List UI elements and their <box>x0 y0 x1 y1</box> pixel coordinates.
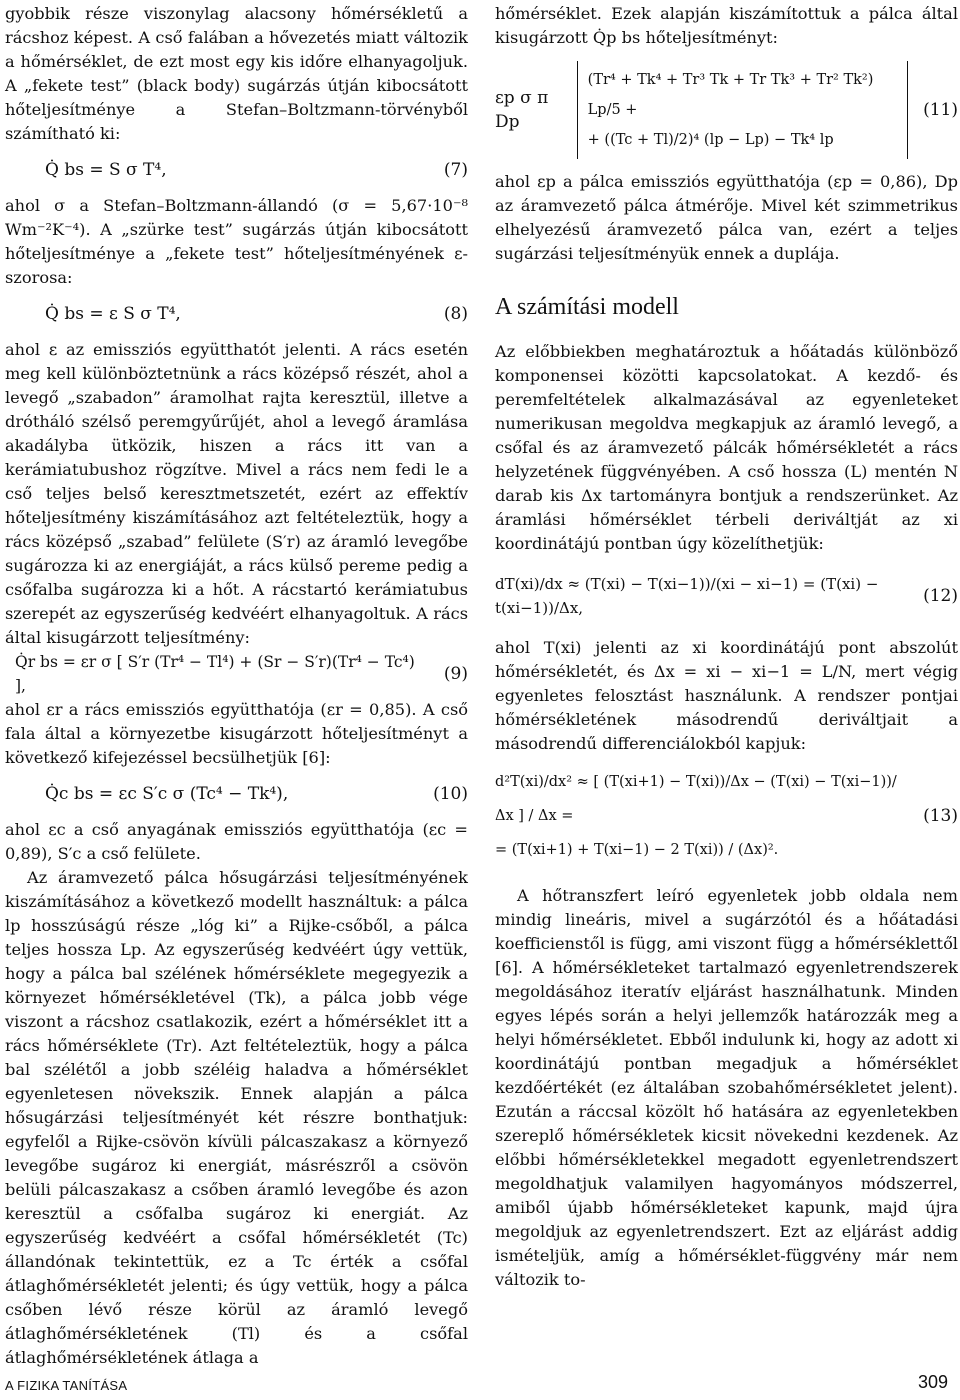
equation-number: (10) <box>433 784 468 804</box>
right-column <box>495 2 958 1292</box>
equation-prefix: εp σ π Dp <box>495 88 549 132</box>
equation-13 <box>495 756 958 876</box>
paragraph: ahol T(xi) jelenti az xi koordinátájú pont abszolút hőmérsékletét, és Δx = xi − xi−1 = L/N, mert végig egyenletes felosztást használunk. A rendszer pontjai hőmérsékletének másodrendű deriváltjait a másodrendű differenciálokból kapjuk: <box>495 638 958 753</box>
equation-number: (7) <box>443 160 468 180</box>
paragraph: A hőtranszfert leíró egyenletek jobb oldala nem mindig lineáris, mivel a sugárzótól és a hőátadási koefficienstől is függ, ami viszont függ a hőmérséklettől [6]. A hőmérsékleteket tartalmazó egyenletrendszerek megoldásához iteratív eljárást használhatunk. Minden egyes lépés során a helyi jellemzők határozzák meg a helyi hőmérsékletet. Ebből indulunk ki, hogy az adott xi koordinátájú pontban megadjuk a hőmérséklet kezdőértékét (ez általában szobahőmérsékletet jelent). Ezután a ráccsal közölt hő hatására az egyenletekben szereplő hőmérsékletek kicsit növekedni kezdenek. Az előbbi hőmérsékletekkel megadott egyenletrendszert megoldhatjuk valamilyen hagyományos módszerrel, amiből újabb hőmérsékleteket kapunk, majd újra megoldjuk az egyenletrendszert. Ezt az eljárást addig ismételjük, amíg a hőmérséklet-függvény már nem változik to- <box>495 886 958 1289</box>
equation-7 <box>5 146 468 194</box>
equation-12 <box>495 556 958 636</box>
journal-name: A FIZIKA TANÍTÁSA <box>5 1378 128 1393</box>
equation-line: = (T(xi+1) + T(xi−1) − 2 T(xi)) / (Δx)². <box>495 842 779 858</box>
equation-9 <box>5 650 468 698</box>
equation-number: (12) <box>923 586 958 606</box>
equation-bracket <box>577 61 908 159</box>
equation-11 <box>495 50 958 170</box>
equation-number: (9) <box>443 664 468 684</box>
equation-8 <box>5 290 468 338</box>
equation-body: dT(xi)/dx ≈ (T(xi) − T(xi−1))/(xi − xi−1) = (T(xi) − t(xi−1))/Δx, <box>495 575 879 617</box>
equation-number: (11) <box>923 100 958 120</box>
paragraph: ahol ε az emissziós együtthatót jelenti. A rács esetén meg kell különböztetnünk a rács középső részét, ahol a levegő „szabadon” áramolhat rajta keresztül, illetve a drótháló szélső peremgyűrűjét, ahol a levegő áramlása akadályba ütközik, hiszen a rács itt van a kerámiatubushoz rögzítve. Mivel a rács nem fedi le a cső teljes belső keresztmetszetét, ezért az effektív hőteljesítmény kiszámításához azt feltételeztük, hogy a rács középső „szabad” felülete (S′r) az áramló levegőbe sugározza ki az energiáját, a rács külső pereme pedig a csőfalba sugározza ki a hőt. A rácstartó kerámiatubus szerepét az egyszerűség kedvéért elhanyagoltuk. A rács által kisugárzott teljesítmény: <box>5 340 468 647</box>
equation-body: Q̇c bs = εc S′c σ (Tc⁴ − Tk⁴), <box>45 784 289 804</box>
paragraph: ahol εp a pálca emissziós együtthatója (εp = 0,86), Dp az áramvezető pálca átmérője. Mivel két szimmetrikus elhelyezésű áramvezető pálca van, ezért a teljes sugárzási teljesítményük ennek a duplája. <box>495 172 958 263</box>
equation-line: (Tr⁴ + Tk⁴ + Tr³ Tk + Tr Tk³ + Tr² Tk²) Lp/5 + <box>587 72 874 118</box>
equation-line: + ((Tc + Tl)/2)⁴ (lp − Lp) − Tk⁴ lp <box>587 132 834 148</box>
paragraph: Az előbbiekben meghatároztuk a hőátadás különböző komponensei közötti kapcsolatokat. A kezdő- és peremfeltételek alkalmazásával az egyenleteket numerikusan megoldva megkapjuk az áramló levegő, a csőfal és az áramvezető pálcák hőmérsékletét a rács helyzetének függvényében. A cső hossza (L) mentén N darab kis Δx tartományra bontjuk a rendszerünket. Az áramlási hőmérséklet térbeli deriváltját az xi koordinátájú pontban úgy közelíthetjük: <box>495 342 958 553</box>
left-column <box>5 2 468 1370</box>
page-number: 309 <box>917 1372 948 1392</box>
paragraph: ahol εc a cső anyagának emissziós együtthatója (εc = 0,89), S′c a cső felülete. <box>5 820 468 863</box>
paragraph: ahol σ a Stefan–Boltzmann-állandó (σ = 5,67·10⁻⁸ Wm⁻²K⁻⁴). A „szürke test” sugárzás útján kibocsátott hőteljesítménye a „fekete test” hőteljesítményének ε-szorosa: <box>5 196 468 287</box>
equation-body: Q̇ bs = ε S σ T⁴, <box>45 304 181 324</box>
equation-10 <box>5 770 468 818</box>
equation-body <box>495 765 908 867</box>
equation-body: Q̇ bs = S σ T⁴, <box>45 160 167 180</box>
paragraph: Az áramvezető pálca hősugárzási teljesítményének kiszámításához a következő modellt használtuk: a pálca lp hosszúságú része „lóg ki” a Rijke-csőből, a pálca teljes hossza Lp. Az egyszerűség kedvéért úgy vettük, hogy a pálca bal szélének hőmérséklete megegyezik a környezet hőmérsékletével (Tk), a pálca jobb vége viszont a rácshoz csatlakozik, ezért a hőmérséklet itt a rács hőmérséklete (Tr). Azt feltételeztük, hogy a pálca bal szélétől a jobb széléig haladva a hőmérséklet egyenletesen növekszik. Ennek alapján a pálca hősugárzási teljesítményét két részre bonthatjuk: egyfelől a Rijke-csövön kívüli pálcaszakasz a környező levegőbe sugároz ki energiát, másrészről a csövön belüli pálcaszakasz a csőben áramló levegőbe és azon keresztül a csőfalba sugároz ki energiát. Az egyszerűség kedvéért a csőfal hőmérsékletét (Tc) állandónak tekintettük, ez a Tc érték a csőfal átlaghőmérsékletét jelenti; és úgy vettük, hogy a pálca csőben lévő része körül az áramló levegő átlaghőmérsékletének (Tl) és a csőfal átlaghőmérsékletének átlaga a <box>5 868 468 1367</box>
paragraph: gyobbik része viszonylag alacsony hőmérsékletű a rácshoz képest. A cső falában a hővezetés miatt változik a hőmérséklet, de ezt most egy kis időre elhanyagoljuk. A „fekete test” (black body) sugárzás útján kibocsátott hőteljesítménye a Stefan–Boltzmann-törvényből számítható ki: <box>5 4 468 143</box>
section-title: A számítási modell <box>495 294 679 320</box>
equation-number: (13) <box>923 806 958 826</box>
equation-body: Q̇r bs = εr σ [ S′r (Tr⁴ − Tl⁴) + (Sr − S′r)(Tr⁴ − Tc⁴) ], <box>15 653 415 695</box>
equation-line: d²T(xi)/dx² ≈ [ (T(xi+1) − T(xi))/Δx − (T(xi) − T(xi−1))/Δx ] / Δx = <box>495 774 897 824</box>
equation-number: (8) <box>443 304 468 324</box>
paragraph: ahol εr a rács emissziós együtthatója (εr = 0,85). A cső fala által a környezetbe kisugárzott hőteljesítményt a következő kifejezéssel becsülhetjük [6]: <box>5 700 468 767</box>
paragraph: hőmérséklet. Ezek alapján kiszámítottuk a pálca által kisugárzott Q̇p bs hőteljesítményt: <box>495 4 958 47</box>
equation-body <box>495 61 908 159</box>
